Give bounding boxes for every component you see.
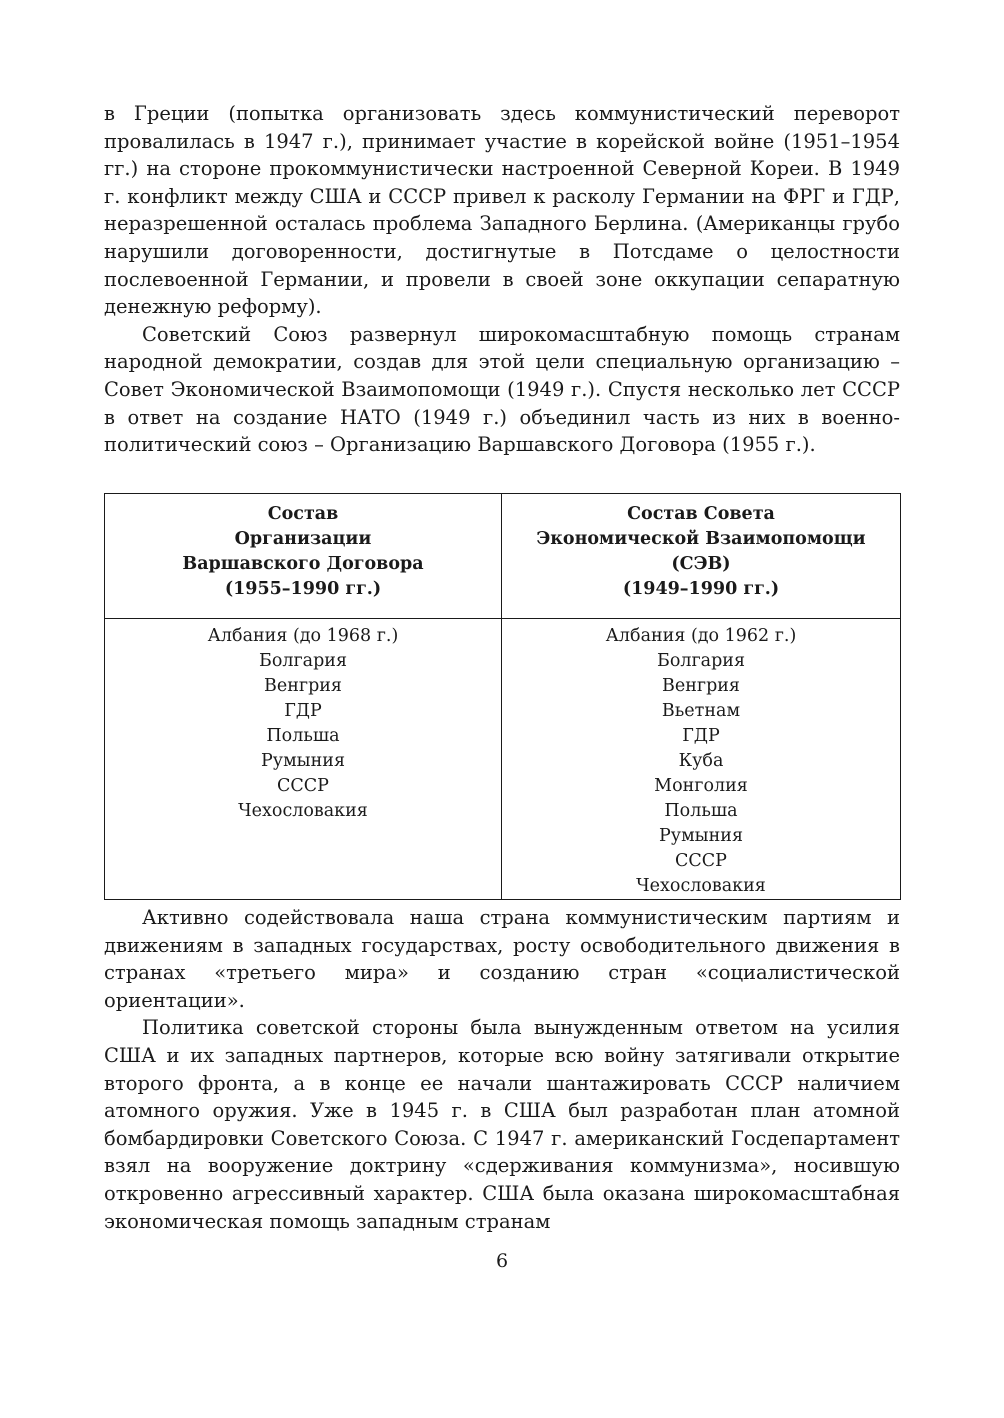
list-item: Польша bbox=[266, 726, 340, 746]
header-line: Состав Совета bbox=[627, 504, 775, 524]
list-item: ГДР bbox=[682, 726, 720, 746]
table-body-row bbox=[105, 619, 901, 900]
paragraph-soviet-policy: Политика советской стороны была вынужденным ответом на усилия США и их западных партнеров, которые всю войну затягивали открытие второго фронта, а в конце ее начали шантажировать СССР наличием атомного оружия. Уже в 1945 г. в США был разработан план атомной бомбардировки Советского Союза. С 1947 г. американский Госдепартамент взял на вооружение доктрину «сдерживания коммунизма», носившую откровенно агрессивный характер. США была оказана широкомасштабная экономическая помощь западным странам bbox=[104, 1016, 900, 1233]
page-number: 6 bbox=[495, 1250, 509, 1272]
paragraph-communist-parties: Активно содействовала наша страна коммунистическим партиям и движениям в западных государствах, росту освободительного движения в странах «третьего мира» и созданию стран «социалистической ориентации». bbox=[104, 906, 900, 1012]
list-item: ГДР bbox=[284, 701, 322, 721]
header-line: (1949–1990 гг.) bbox=[622, 579, 780, 599]
header-line: Экономической Взаимопомощи bbox=[536, 529, 866, 549]
membership-table bbox=[104, 493, 900, 896]
list-item: Чехословакия bbox=[238, 801, 368, 821]
list-item: СССР bbox=[277, 776, 329, 796]
header-line: (1955–1990 гг.) bbox=[224, 579, 382, 599]
list-item: Куба bbox=[678, 751, 724, 771]
membership-table-grid bbox=[104, 493, 901, 900]
list-item: Румыния bbox=[261, 751, 345, 771]
header-line: Организации bbox=[234, 529, 372, 549]
list-item: Албания (до 1962 г.) bbox=[605, 626, 797, 646]
header-line: (СЭВ) bbox=[671, 554, 731, 574]
warsaw-pact-members bbox=[105, 619, 502, 900]
paragraph-soviet-aid: Советский Союз развернул широкомасштабную помощь странам народной демократии, создав для этой цели специальную организацию – Совет Экономической Взаимопомощи (1949 г.). Спустя несколько лет СССР в ответ на создание НАТО (1949 г.) объединил часть из них в военно-политический союз – Организацию Варшавского Договора (1955 г.). bbox=[104, 322, 900, 457]
header-line: Варшавского Договора bbox=[182, 554, 424, 574]
warsaw-pact-header bbox=[105, 494, 502, 619]
list-item: Чехословакия bbox=[636, 876, 766, 896]
text-block-top bbox=[104, 100, 900, 459]
list-item: Монголия bbox=[654, 776, 748, 796]
table-header-row bbox=[105, 494, 901, 619]
list-item: Болгария bbox=[656, 651, 746, 671]
list-item: Румыния bbox=[659, 826, 743, 846]
text-block-bottom bbox=[104, 904, 900, 1235]
list-item: СССР bbox=[675, 851, 727, 871]
list-item: Болгария bbox=[258, 651, 348, 671]
list-item: Вьетнам bbox=[661, 701, 741, 721]
header-line: Состав bbox=[267, 504, 339, 524]
paragraph-greece: в Греции (попытка организовать здесь коммунистический переворот провалилась в 1947 г.), принимает участие в корейской войне (1951–1954 гг.) на стороне прокоммунистически настроенной Северной Кореи. В 1949 г. конфликт между США и СССР привел к расколу Германии на ФРГ и ГДР, неразрешенной осталась проблема Западного Берлина. (Американцы грубо нарушили договоренности, достигнутые в Потсдаме о целостности послевоенной Германии, и провели в своей зоне оккупации сепаратную денежную реформу). bbox=[104, 102, 900, 319]
list-item: Албания (до 1968 г.) bbox=[207, 626, 399, 646]
comecon-members bbox=[502, 619, 901, 900]
comecon-header bbox=[502, 494, 901, 619]
list-item: Венгрия bbox=[264, 676, 342, 696]
list-item: Польша bbox=[664, 801, 738, 821]
list-item: Венгрия bbox=[662, 676, 740, 696]
